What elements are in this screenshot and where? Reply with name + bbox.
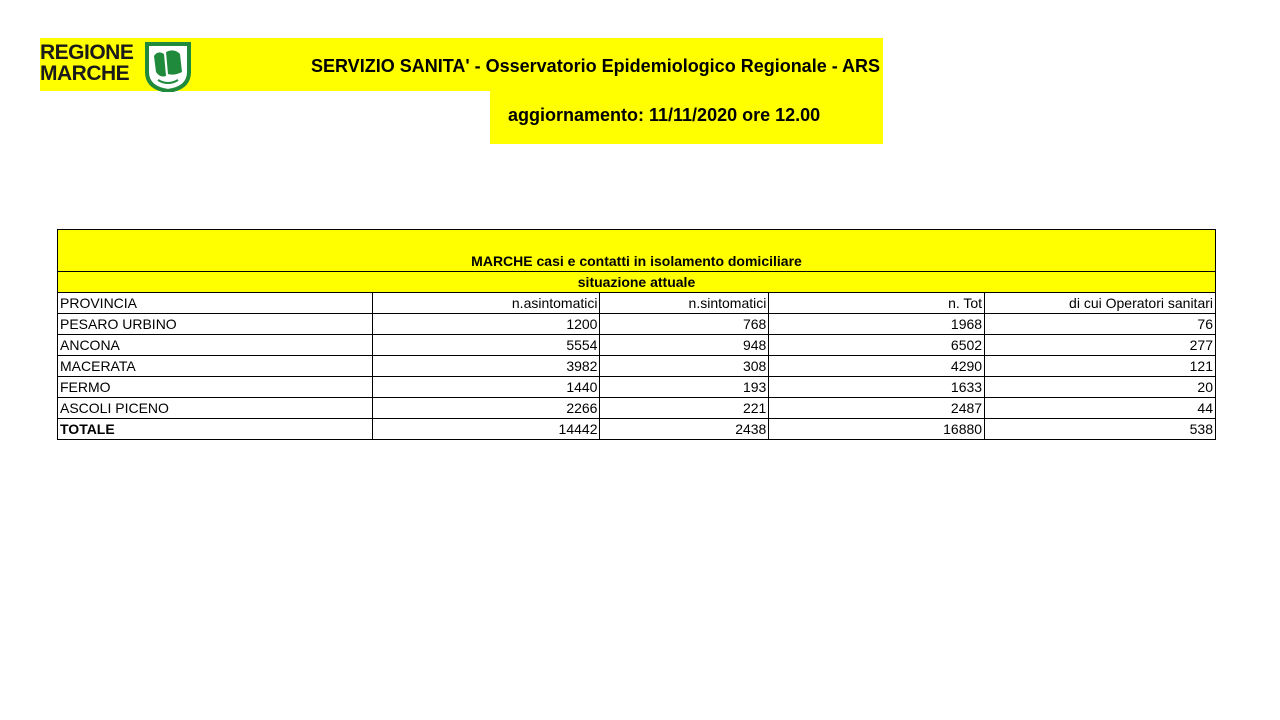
total-health-workers-cell: 538 [985, 419, 1216, 440]
table-subtitle: situazione attuale [58, 272, 1216, 293]
column-header: n. Tot [769, 293, 985, 314]
isolation-table [57, 229, 1216, 440]
logo-text [40, 42, 133, 84]
column-header: PROVINCIA [58, 293, 373, 314]
total-cell: 2487 [769, 398, 985, 419]
symptomatic-cell: 768 [600, 314, 769, 335]
table-row [58, 398, 1216, 419]
column-header: di cui Operatori sanitari [985, 293, 1216, 314]
health-workers-cell: 20 [985, 377, 1216, 398]
logo-line-2: MARCHE [40, 62, 130, 85]
column-header: n.sintomatici [600, 293, 769, 314]
total-row [58, 419, 1216, 440]
table-row [58, 356, 1216, 377]
symptomatic-cell: 948 [600, 335, 769, 356]
regione-marche-logo [40, 40, 195, 92]
asymptomatic-cell: 3982 [372, 356, 600, 377]
health-workers-cell: 44 [985, 398, 1216, 419]
total-cell: 6502 [769, 335, 985, 356]
province-cell: ASCOLI PICENO [58, 398, 373, 419]
column-header: n.asintomatici [372, 293, 600, 314]
health-workers-cell: 76 [985, 314, 1216, 335]
service-title: SERVIZIO SANITA' - Osservatorio Epidemiologico Regionale - ARS [311, 56, 881, 76]
total-cell: 1968 [769, 314, 985, 335]
total-cell: 4290 [769, 356, 985, 377]
table-row [58, 314, 1216, 335]
table-title: MARCHE casi e contatti in isolamento domiciliare [58, 230, 1216, 272]
symptomatic-cell: 308 [600, 356, 769, 377]
province-cell: FERMO [58, 377, 373, 398]
table-row [58, 335, 1216, 356]
total-asymptomatic-cell: 14442 [372, 419, 600, 440]
health-workers-cell: 121 [985, 356, 1216, 377]
table-row [58, 377, 1216, 398]
logo-line-1: REGIONE [40, 41, 134, 64]
province-cell: ANCONA [58, 335, 373, 356]
symptomatic-cell: 221 [600, 398, 769, 419]
province-cell: PESARO URBINO [58, 314, 373, 335]
asymptomatic-cell: 1200 [372, 314, 600, 335]
symptomatic-cell: 193 [600, 377, 769, 398]
regional-emblem-icon [144, 42, 192, 92]
asymptomatic-cell: 5554 [372, 335, 600, 356]
column-header-row [58, 293, 1216, 314]
province-cell: MACERATA [58, 356, 373, 377]
asymptomatic-cell: 1440 [372, 377, 600, 398]
total-cell: 1633 [769, 377, 985, 398]
total-label: TOTALE [58, 419, 373, 440]
health-workers-cell: 277 [985, 335, 1216, 356]
asymptomatic-cell: 2266 [372, 398, 600, 419]
grand-total-cell: 16880 [769, 419, 985, 440]
total-symptomatic-cell: 2438 [600, 419, 769, 440]
update-timestamp: aggiornamento: 11/11/2020 ore 12.00 [508, 105, 821, 125]
